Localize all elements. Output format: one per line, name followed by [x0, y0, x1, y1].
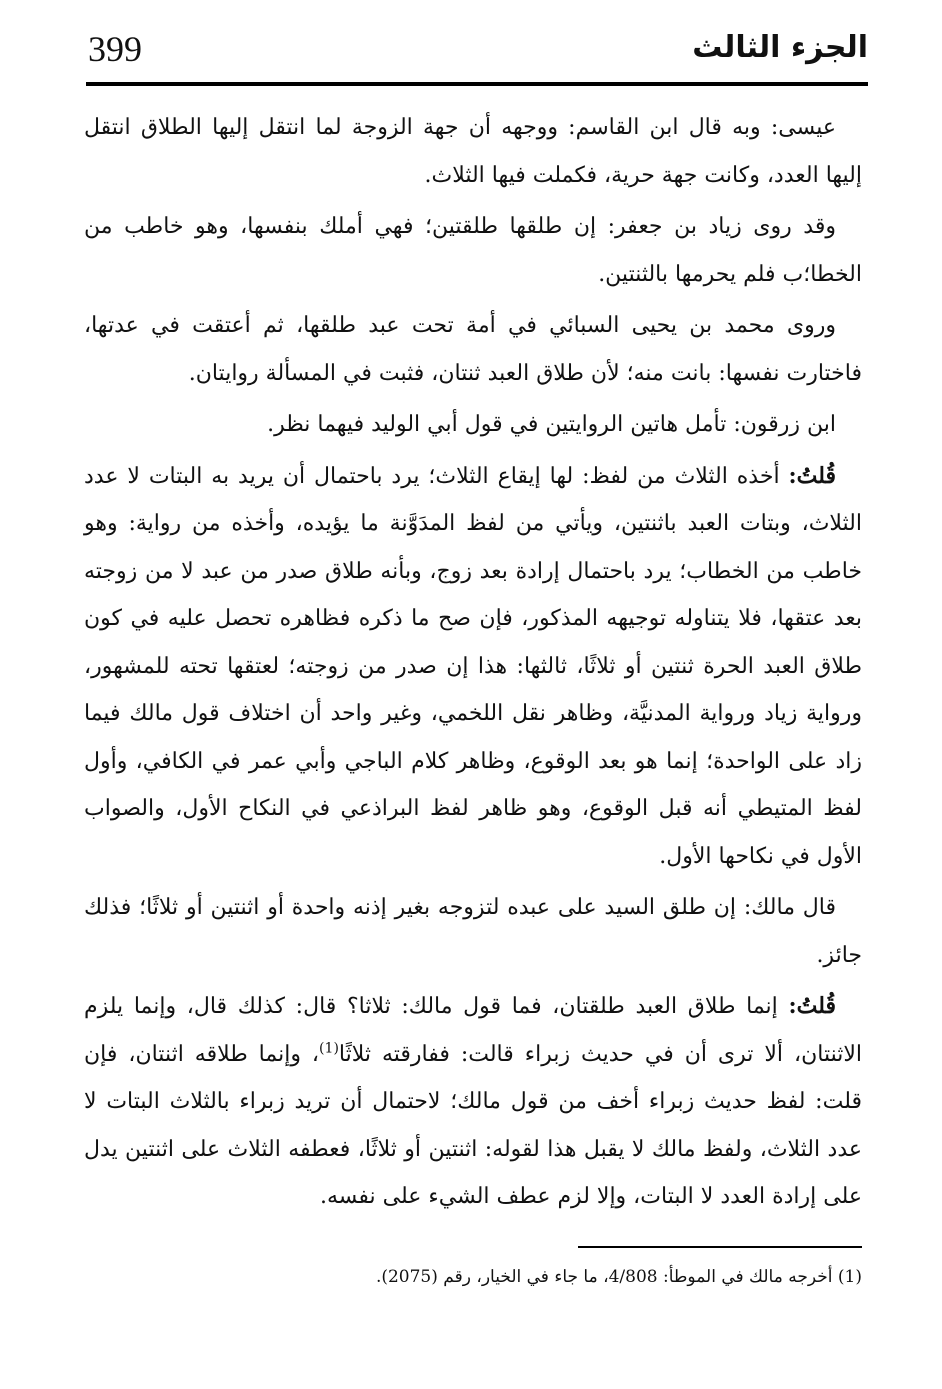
paragraph — [84, 884, 862, 979]
paragraph-text: وقد روى زياد بن جعفر: إن طلقها طلقتين؛ فهي أملك بنفسها، وهو خاطب من الخطا؛ب فلم يحرمها بالثنتين. — [84, 214, 862, 287]
footnote-reference[interactable]: (1) — [319, 1040, 339, 1057]
book-volume-title: الجزء الثالث — [692, 30, 868, 65]
paragraph — [84, 401, 862, 449]
paragraph — [84, 983, 862, 1221]
qult-label: قُلتُ: — [788, 462, 836, 489]
paragraph-text: ابن زرقون: تأمل هاتين الروايتين في قول أبي الوليد فيهما نظر. — [267, 412, 836, 437]
main-text — [84, 104, 862, 1225]
paragraph-text: إنما طلاق العبد طلقتان، فما قول مالك: ثلاثا؟ قال: كذلك قال، وإنما يلزم الاثنتان، ألا ترى أن في حديث زبراء قالت: ففارقته ثلاثًا — [84, 994, 863, 1067]
paragraph — [84, 203, 862, 298]
footnote: (1) أخرجه مالك في الموطأ: 4/808، ما جاء في الخيار، رقم (2075). — [375, 1267, 862, 1287]
paragraph-text: وروى محمد بن يحيى السبائي في أمة تحت عبد طلقها، ثم أعتقت في عدتها، فاختارت نفسها: بانت منه؛ لأن طلاق العبد ثنتان، فثبت في المسألة روايتان. — [84, 313, 862, 386]
paragraph — [84, 104, 862, 199]
paragraph-text: ، وإنما طلاقه اثنتان، فإن قلت: لفظ حديث زبراء أخف من قول مالك؛ لاحتمال أن تريد زبراء بالثلاث البتات لا عدد الثلاث، ولفظ مالك لا يقبل هذا لقوله: اثنتين أو ثلاثًا، فعطفه الثلاث على اثنتين يدل على إرادة العدد لا البتات، وإلا لزم عطف الشيء على نفسه. — [84, 1041, 862, 1209]
paragraph-text: قال مالك: إن طلق السيد على عبده لتزوجه بغير إذنه واحدة أو اثنتين أو ثلاثًا؛ فذلك جائز. — [84, 895, 862, 968]
header-rule — [86, 82, 868, 86]
qult-label: قُلتُ: — [788, 993, 836, 1019]
running-header — [88, 28, 868, 80]
paragraph-text: أخذه الثلاث من لفظ: لها إيقاع الثلاث؛ يرد باحتمال أن يريد به البتات لا عدد الثلاث، وبتات العبد باثنتين، ويأتي من لفظ المدَوَّنة ما يؤيده، وأخذه من رواية: وهو خاطب من الخطاب؛ يرد باحتمال إرادة بعد زوج، وبأنه طلاق صدر من عبد لا من زوجته بعد عتقها، فلا يتناوله توجيهه المذكور، فإن صح ما ذكره فظاهره تحصل عليه في كون طلاق العبد الحرة ثنتين أو ثلاثًا، ثالثها: هذا إن صدر من زوجته؛ لعتقها تحته للمشهور، ورواية زياد ورواية المدنيَّة، وظاهر نقل اللخمي، وغير واحد أن اختلاف قول مالك فيما زاد على الواحدة؛ إنما هو بعد الوقوع، وظاهر كلام الباجي وأبي عمر في الكافي، وأول لفظ المتيطي أنه قبل الوقوع، وهو ظاهر لفظ البراذعي في النكاح الأول، والصواب الأول في نكاحها الأول. — [84, 463, 862, 869]
page-number: 399 — [88, 29, 142, 69]
paragraph-text: عيسى: وبه قال ابن القاسم: ووجهه أن جهة الزوجة لما انتقل إليها الطلاق انتقل إليها العدد، وكانت جهة حرية، فكملت فيها الثلاث. — [84, 115, 862, 188]
footnote-rule — [578, 1246, 862, 1248]
paragraph — [84, 453, 862, 881]
paragraph — [84, 302, 862, 397]
